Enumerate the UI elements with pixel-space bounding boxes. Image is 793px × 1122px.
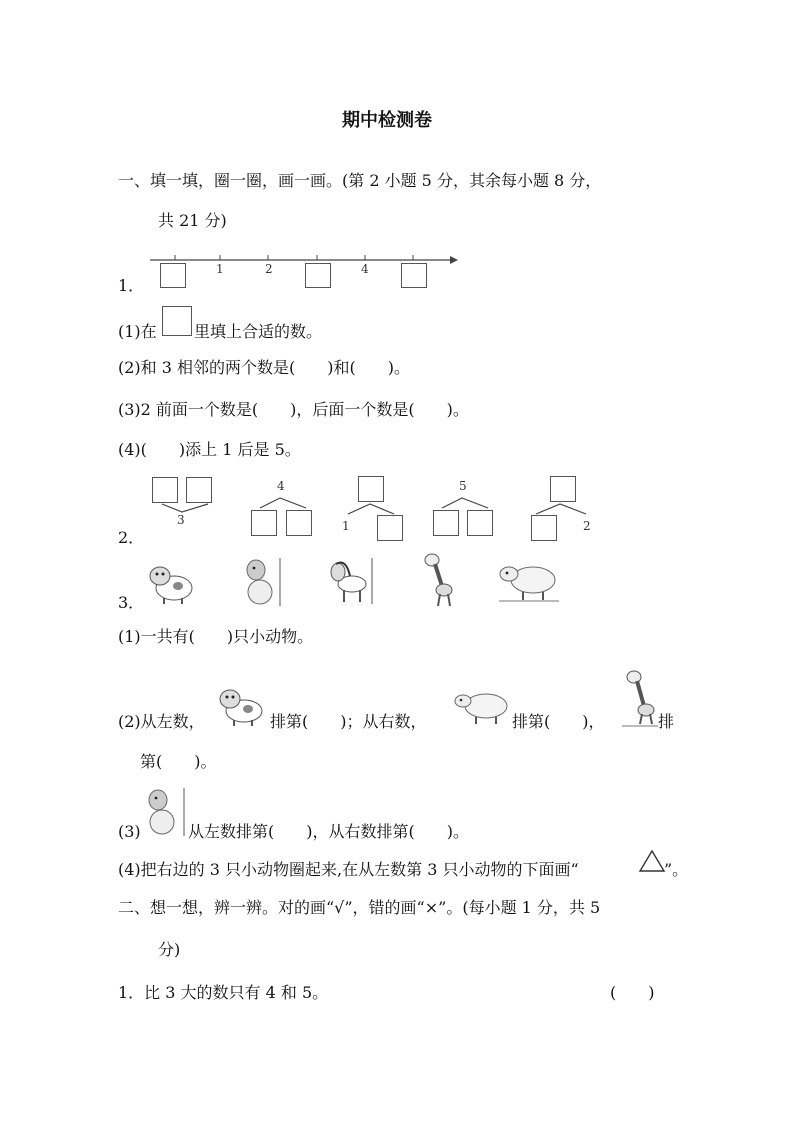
number-line-blank-box[interactable]: [401, 263, 427, 288]
q1-sub1-suffix: 里填上合适的数。: [194, 322, 323, 341]
bond-box[interactable]: [286, 510, 312, 536]
q3-number: 3．: [118, 593, 145, 612]
q3-sub3-b: 从左数排第( )，从右数排第( )。: [188, 822, 469, 841]
dog-icon: [142, 786, 188, 838]
q3-sub4-a: (4)把右边的 3 只小动物圈起来,在从左数第 3 只小动物的下面画“: [118, 860, 579, 879]
section2-item1: 1．比 3 大的数只有 4 和 5。: [118, 983, 329, 1002]
page-title: 期中检测卷: [342, 110, 432, 131]
q1-sub3: (3)2 前面一个数是( )，后面一个数是( )。: [118, 400, 469, 419]
section1-heading: 一、填一填，圈一圈，画一画。(第 2 小题 5 分，其余每小题 8 分，: [118, 171, 602, 190]
bond-number: 5: [459, 479, 467, 493]
number-line-blank-box[interactable]: [160, 263, 186, 288]
giraffe-icon: [420, 552, 460, 608]
bond-number: 3: [177, 513, 185, 527]
sheep-icon: [452, 688, 512, 726]
bond-lines: [150, 500, 220, 520]
q3-sub2-c: 排第( )，: [512, 712, 605, 731]
q1-sub4: (4)( )添上 1 后是 5。: [118, 440, 301, 459]
q3-sub2-a: (2)从左数，: [118, 712, 205, 731]
dog-icon: [240, 556, 285, 608]
bond-box[interactable]: [377, 515, 403, 541]
bond-box[interactable]: [433, 510, 459, 536]
bond-number: 1: [342, 519, 350, 533]
q3-sub2-b: 排第( )；从右数，: [270, 712, 427, 731]
tick-label: 4: [361, 262, 369, 276]
inline-box-icon: [162, 306, 192, 336]
q3-sub2-d: 排: [658, 712, 675, 731]
q3-sub3-a: (3): [118, 822, 141, 841]
section2-heading-cont: 分): [158, 940, 181, 959]
bond-box[interactable]: [531, 515, 557, 541]
answer-paren[interactable]: ( ): [610, 983, 655, 1002]
cow-icon: [216, 683, 268, 727]
triangle-icon: [638, 849, 666, 873]
bond-number: 4: [277, 479, 285, 493]
bond-box[interactable]: [358, 476, 384, 502]
bond-box[interactable]: [467, 510, 493, 536]
section1-heading-cont: 共 21 分): [158, 211, 227, 230]
tick-label: 2: [265, 262, 273, 276]
q3-sub4-b: ”。: [664, 860, 689, 879]
number-line-blank-box[interactable]: [305, 263, 331, 288]
q1-sub2: (2)和 3 相邻的两个数是( )和( )。: [118, 358, 410, 377]
q3-sub2-e: 第( )。: [140, 752, 217, 771]
q2-number: 2．: [118, 528, 145, 547]
cow-icon: [146, 558, 198, 606]
bond-box[interactable]: [251, 510, 277, 536]
q3-sub1: (1)一共有( )只小动物。: [118, 627, 314, 646]
sheep-icon: [497, 558, 561, 604]
q1-sub1-prefix: (1)在: [118, 322, 157, 341]
section2-heading: 二、想一想，辨一辨。对的画“√”，错的画“×”。(每小题 1 分，共 5: [118, 898, 601, 917]
bond-number: 2: [583, 519, 591, 533]
q1-number: 1．: [118, 276, 145, 295]
horse-icon: [326, 556, 376, 606]
bond-box[interactable]: [550, 476, 576, 502]
tick-label: 1: [216, 262, 224, 276]
giraffe-icon: [622, 668, 660, 728]
